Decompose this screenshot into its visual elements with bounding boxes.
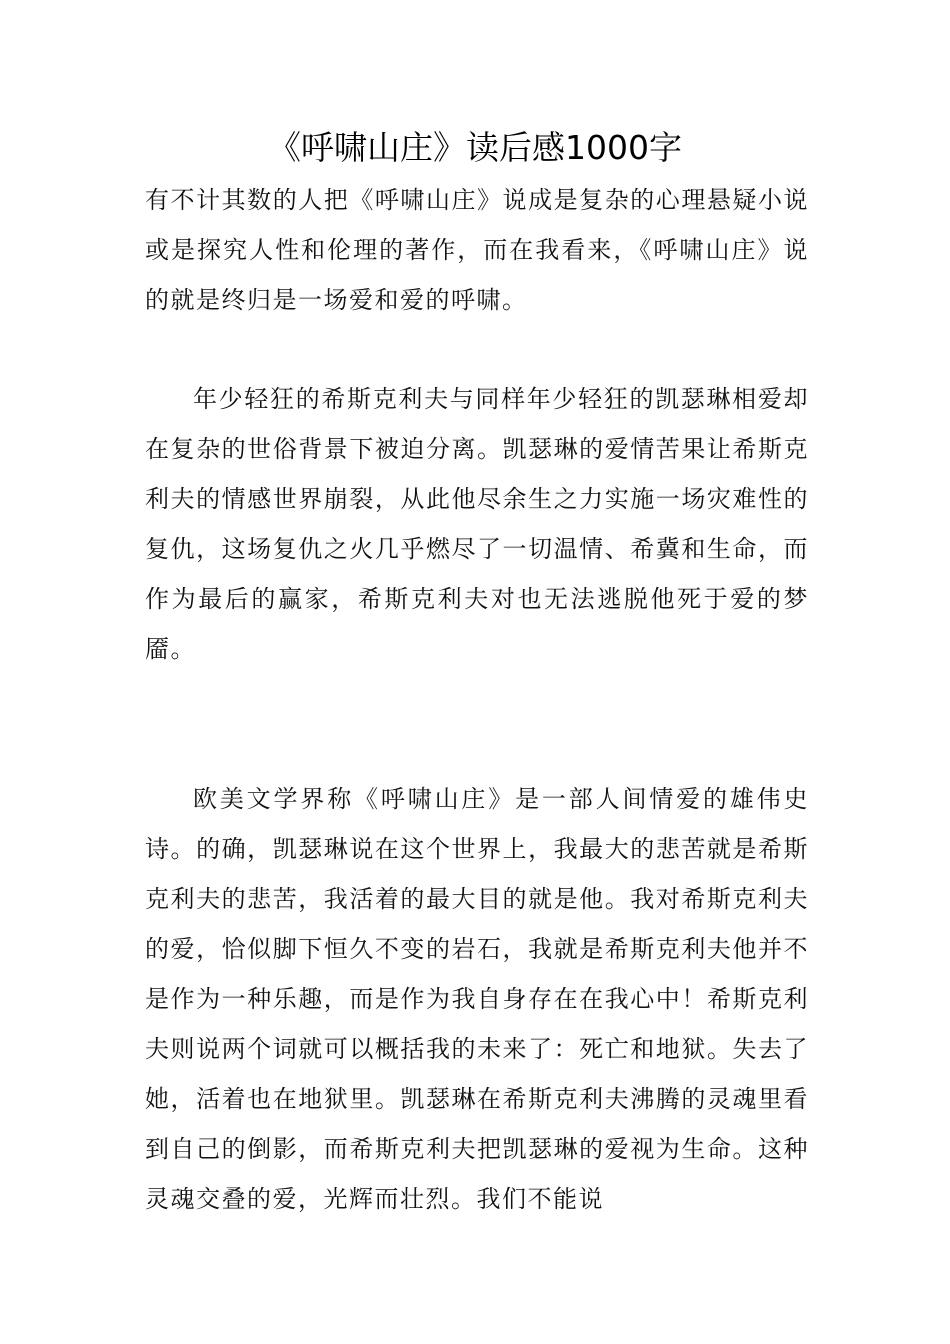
paragraph-2: 年少轻狂的希斯克利夫与同样年少轻狂的凯瑟琳相爱却在复杂的世俗背景下被迫分离。凯瑟琳的爱情苦果让希斯克利夫的情感世界崩裂，从此他尽余生之力实施一场灾难性的复仇，这场复仇之火几乎燃尽了一切温情、希冀和生命，而作为最后的赢家，希斯克利夫对也无法逃脱他死于爱的梦靥。: [145, 385, 809, 663]
paragraph-1: 有不计其数的人把《呼啸山庄》说成是复杂的心理悬疑小说或是探究人性和伦理的著作，而在我看来，《呼啸山庄》说的就是终归是一场爱和爱的呼啸。: [145, 186, 809, 314]
paragraph-3: 欧美文学界称《呼啸山庄》是一部人间情爱的雄伟史诗。的确，凯瑟琳说在这个世界上，我最大的悲苦就是希斯克利夫的悲苦，我活着的最大目的就是他。我对希斯克利夫的爱，恰似脚下恒久不变的岩石，我就是希斯克利夫他并不是作为一种乐趣，而是作为我自身存在在我心中！希斯克利夫则说两个词就可以概括我的未来了：死亡和地狱。失去了她，活着也在地狱里。凯瑟琳在希斯克利夫沸腾的灵魂里看到自己的倒影，而希斯克利夫把凯瑟琳的爱视为生命。这种灵魂交叠的爱，光辉而壮烈。我们不能说: [145, 785, 809, 1213]
document-title: 《呼啸山庄》读后感1000字: [268, 128, 682, 167]
